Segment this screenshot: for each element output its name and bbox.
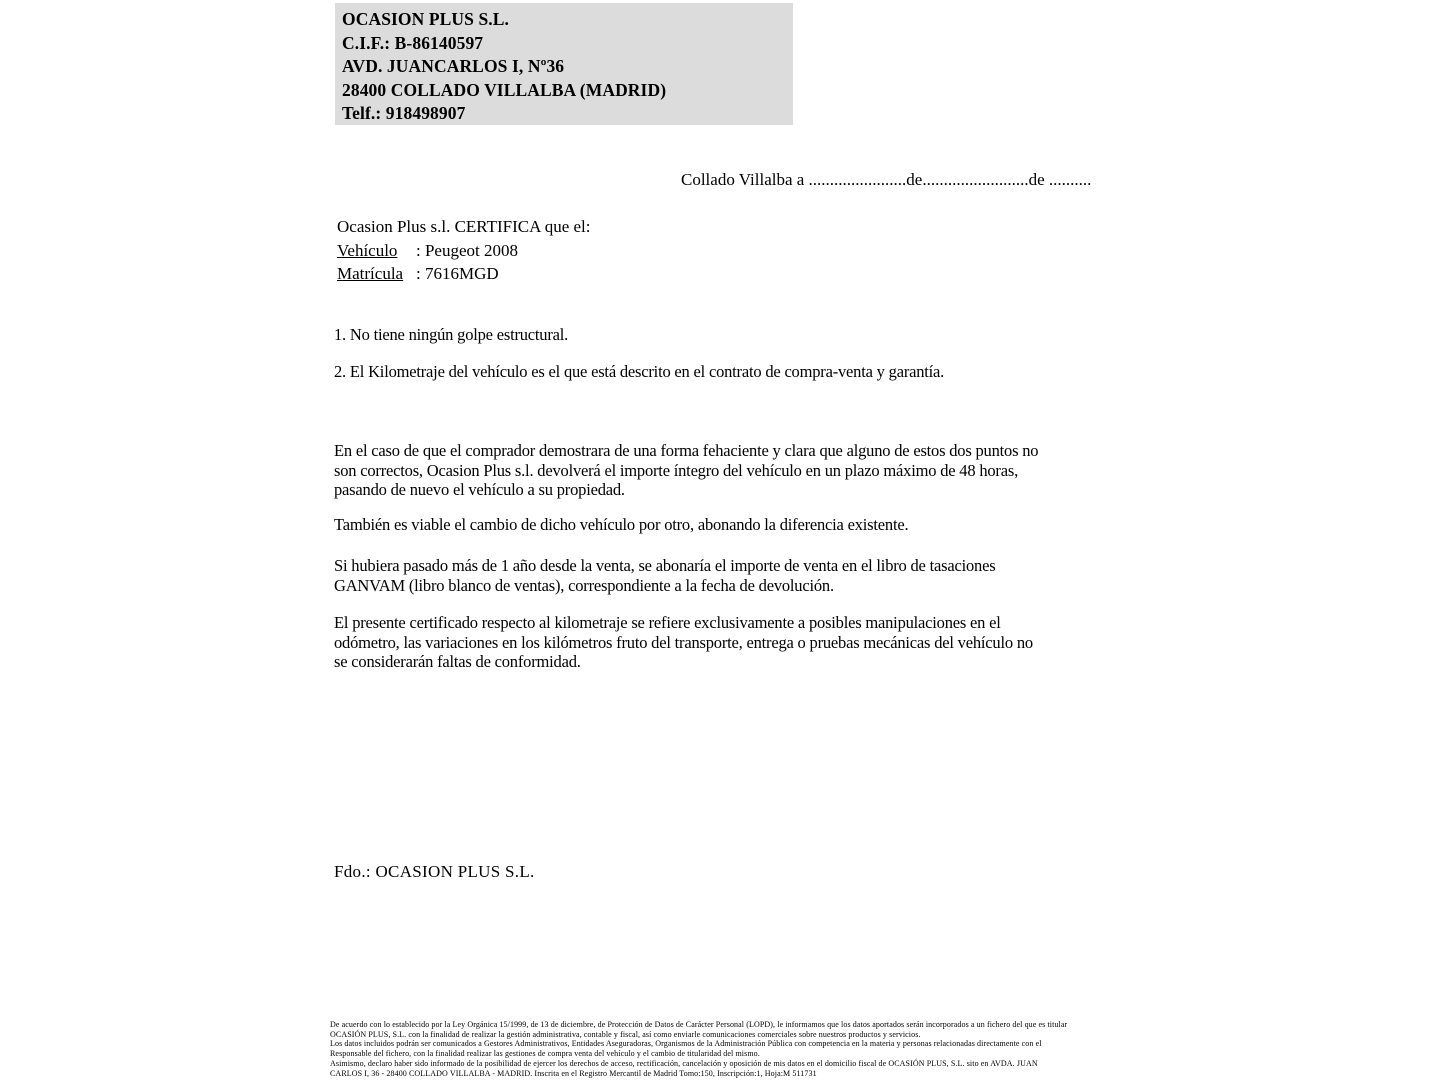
paragraph-line: se considerarán faltas de conformidad. <box>334 652 581 672</box>
vehicle-label: Vehículo <box>337 240 398 260</box>
legal-line: Responsable del fichero, con la finalidad realizar las gestiones de compra venta del vehículo y el cambio de titularidad del mismo. <box>330 1049 760 1059</box>
signature-line: Fdo.: OCASION PLUS S.L. <box>334 862 535 881</box>
point-mileage: 2. El Kilometraje del vehículo es el que está descrito en el contrato de compra-venta y garantía. <box>334 362 945 381</box>
paragraph-line: son correctos, Ocasion Plus s.l. devolverá el importe íntegro del vehículo en un plazo máximo de 48 horas, <box>334 460 1018 480</box>
company-city: 28400 COLLADO VILLALBA (MADRID) <box>342 79 667 100</box>
plate-label: Matrícula <box>337 264 404 284</box>
paragraph-refund-policy <box>334 441 1038 500</box>
company-name: OCASION PLUS S.L. <box>342 9 510 29</box>
paragraph-ganvam-valuation <box>334 556 995 595</box>
paragraph-line: En el caso de que el comprador demostrara de una forma fehaciente y clara que alguno de estos dos puntos no <box>334 441 1039 460</box>
legal-line: Los datos incluidos podrán ser comunicados a Gestores Administrativos, Entidades Aseguradoras, Organismos de la Administración Pública con competencia en la materia y personas relacionadas directamente con el <box>330 1039 1042 1049</box>
paragraph-exchange-option <box>334 515 908 535</box>
paragraph-line: GANVAM (libro blanco de ventas), correspondiente a la fecha de devolución. <box>334 575 834 595</box>
legal-line: OCASIÓN PLUS, S.L. con la finalidad de realizar la gestión administrativa, contable y fiscal, así como enviarle comunicaciones comerciales sobre nuestros productos y servicios. <box>330 1029 921 1039</box>
legal-fine-print <box>330 1020 1067 1078</box>
legal-line: CARLOS I, 36 - 28400 COLLADO VILLALBA - MADRID. Inscrita en el Registro Mercantil de Madrid Tomo:150, Inscripción:1, Hoja:M 511731 <box>330 1068 817 1078</box>
paragraph-line: odómetro, las variaciones en los kilómetros fruto del transporte, entrega o pruebas mecánicas del vehículo no <box>334 632 1033 652</box>
company-header-box <box>335 3 793 125</box>
vehicle-row <box>337 239 591 263</box>
company-phone: Telf.: 918498907 <box>342 103 466 124</box>
plate-row <box>337 262 591 286</box>
date-fill-in-line: Collado Villalba a .......................de.........................de .......... <box>681 170 1092 189</box>
certification-intro: Ocasion Plus s.l. CERTIFICA que el: <box>337 217 591 236</box>
paragraph-odometer-disclaimer <box>334 613 1033 672</box>
point-no-structural-damage: 1. No tiene ningún golpe estructural. <box>334 325 569 344</box>
certification-block <box>337 215 591 286</box>
legal-line: De acuerdo con lo establecido por la Ley Orgánica 15/1999, de 13 de diciembre, de Protección de Datos de Carácter Personal (LOPD), le informamos que los datos aportados serán incorporados a un fichero del que es titular <box>330 1020 1068 1029</box>
legal-line: Asimismo, declaro haber sido informado de la posibilidad de ejercer los derechos de acceso, rectificación, cancelación y oposición de mis datos en el domicilio fiscal de OCASIÓN PLUS, S.L. sito en AVDA. JUAN <box>330 1058 1038 1068</box>
plate-value: : 7616MGD <box>416 264 499 284</box>
company-address: AVD. JUANCARLOS I, Nº36 <box>342 56 565 77</box>
paragraph-line: Si hubiera pasado más de 1 año desde la venta, se abonaría el importe de venta en el libro de tasaciones <box>334 556 996 575</box>
paragraph-line: También es viable el cambio de dicho vehículo por otro, abonando la diferencia existente. <box>334 515 909 534</box>
company-cif: C.I.F.: B-86140597 <box>342 32 484 53</box>
vehicle-value: : Peugeot 2008 <box>416 240 518 260</box>
paragraph-line: pasando de nuevo el vehículo a su propiedad. <box>334 480 625 500</box>
paragraph-line: El presente certificado respecto al kilometraje se refiere exclusivamente a posibles manipulaciones en el <box>334 613 1001 632</box>
